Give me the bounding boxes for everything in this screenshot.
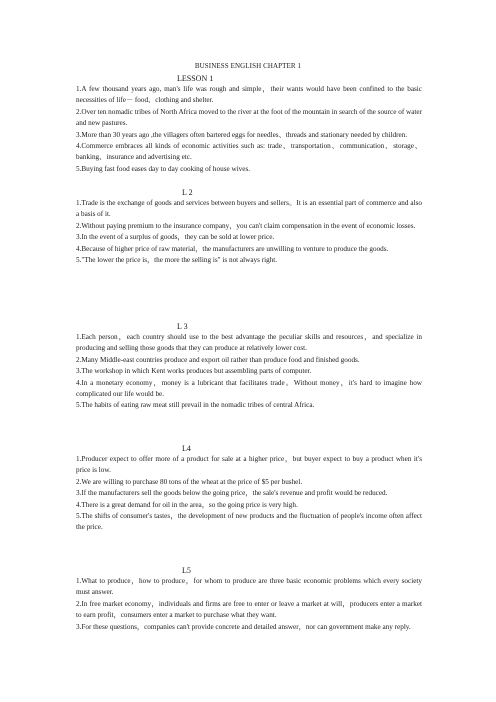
lesson-heading: L 3 bbox=[177, 322, 188, 331]
list-item: 1.Trade is the exchange of goods and services between buyers and sellers。It is an essential part of commerce and also a basis of it. bbox=[76, 199, 422, 219]
list-item: 2.Without paying premium to the insurance company，you can't claim compensation in the event of economic losses. bbox=[76, 221, 416, 230]
list-item: 5.The habits of eating raw meat still prevail in the nomadic tribes of central Africa. bbox=[76, 401, 315, 410]
lesson-heading: LESSON 1 bbox=[177, 74, 214, 83]
list-item: 1.A few thousand years ago, man's life was rough and simple，their wants would have been confined to the basic necessities of life－ food、clothing and shelter. bbox=[76, 85, 422, 105]
list-item: 1.What to produce，how to produce，for whom to produce are three basic economic problems which every society must answer. bbox=[76, 577, 422, 597]
list-item: 2.Many Middle-east countries produce and export oil rather than produce food and finished goods. bbox=[76, 355, 360, 364]
list-item: 3.The workshop in which Kent works produces but assembling parts of computer. bbox=[76, 367, 312, 376]
list-item: 3.If the manufacturers sell the goods below the going price，the sale's revenue and profit would be reduced. bbox=[76, 489, 388, 498]
list-item: 4.There is a great demand for oil in the area，so the going price is very high. bbox=[76, 500, 298, 509]
lesson-section-1 bbox=[0, 74, 496, 175]
lesson-section-4 bbox=[0, 444, 496, 534]
list-item: 2.We are willing to purchase 80 tons of the wheat at the price of $5 per bushel. bbox=[76, 477, 303, 486]
lesson-section-2 bbox=[0, 188, 496, 266]
list-item: 5."The lower the price is，the more the selling is" is not always right. bbox=[76, 256, 278, 265]
list-item: 1.Producer expect to offer more of a product for sale at a higher price，but buyer expect to buy a product when it's price is low. bbox=[76, 455, 422, 475]
list-item: 4.Because of higher price of raw material，the manufacturers are unwilling to venture to produce the goods. bbox=[76, 244, 389, 253]
lesson-section-3 bbox=[0, 322, 496, 412]
list-item: 5.The shifts of consumer's tastes，the development of new products and the fluctuation of people's income often affect the price. bbox=[76, 512, 422, 532]
list-item: 1.Each person，each country should use to the best advantage the peculiar skills and resources，and specialize in producing and selling those goods that they can produce at relatively lower cost. bbox=[76, 333, 422, 353]
lesson-heading: L4 bbox=[182, 444, 191, 453]
list-item: 3.In the event of a surplus of goods，they can be sold at lower price. bbox=[76, 233, 275, 242]
list-item: 2.In free market economy，individuals and firms are free to enter or leave a market at will，producers enter a market to earn profit，consumers enter a market to purchase what they want. bbox=[76, 599, 422, 620]
lesson-section-5 bbox=[0, 566, 496, 633]
lesson-heading: L 2 bbox=[182, 188, 193, 197]
list-item: 2.Over ten nomadic tribes of North Africa moved to the river at the foot of the mountain in search of the source of water and new pastures. bbox=[76, 107, 422, 128]
lesson-heading: L5 bbox=[182, 566, 191, 575]
list-item: 5.Buying fast food eases day to day cooking of house wives. bbox=[76, 164, 251, 173]
list-item: 3.More than 30 years ago ,the villagers often bartered eggs for needles、threads and stationary needed by children. bbox=[76, 130, 408, 139]
list-item: 3.For these questions，companies can't provide concrete and detailed answer，nor can government make any reply. bbox=[76, 622, 411, 631]
list-item: 4.Commerce embraces all kinds of economic activities such as: trade、transportation、communication、storage、banking、insurance and advertising etc. bbox=[76, 142, 422, 162]
list-item: 4.In a monetary economy，money is a lubricant that facilitates trade。Without money，it's hard to imagine how complicated our life would be. bbox=[76, 378, 422, 399]
document-title: BUSINESS ENGLISH CHAPTER 1 bbox=[194, 62, 302, 70]
